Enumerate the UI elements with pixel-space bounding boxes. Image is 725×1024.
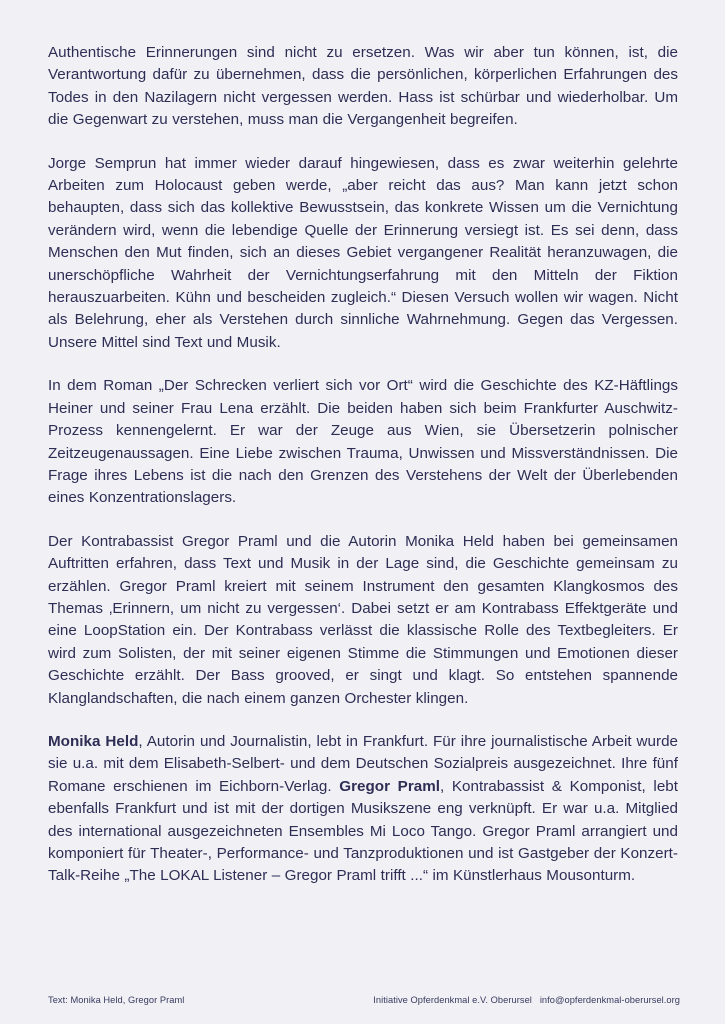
paragraph-authentische-erinnerungen: Authentische Erinnerungen sind nicht zu ersetzen. Was wir aber tun können, ist, die Verantwortung dafür zu übernehmen, dass die persönlichen, körperlichen Erfahrungen des Todes in den Nazilagern nicht vergessen werden. Hass ist schürbar und wiederholbar. Um die Gegenwart zu verstehen, muss man die Vergangenheit begreifen. bbox=[48, 44, 678, 129]
bio-name-monika-held: Monika Held bbox=[48, 732, 139, 750]
bio-text-gregor-praml: , Kontrabassist & Komponist, lebt ebenfalls Frankfurt und ist mit der dortigen Musikszene eng verknüpft. Er war u.a. Mitglied des international ausgezeichneten Ensembles Mi Loco Tango. Gregor Praml arrangiert und komponiert für Theater-, Performance- und Tanzproduktionen und ist Gastgeber der Konzert-Talk-Reihe „The LOKAL Listener – Gregor Praml trifft ...“ im Künstlerhaus Mousonturm. bbox=[48, 777, 678, 885]
bio-name-gregor-praml: Gregor Praml bbox=[339, 777, 440, 795]
bio-text-monika-held: , Autorin und Journalistin, lebt in Frankfurt. Für ihre journalistische Arbeit wurde sie u.a. mit dem Elisabeth-Selbert- und dem Deutschen Sozialpreis ausgezeichnet. Ihre fünf Romane erschienen im Eichborn-Verlag. bbox=[48, 732, 678, 795]
paragraph-kontrabassist-gregor-praml: Der Kontrabassist Gregor Praml und die Autorin Monika Held haben bei gemeinsamen Auftritten erfahren, dass Text und Musik in der Lage sind, die Geschichte gemeinsam zu erzählen. Gregor Praml kreiert mit seinem Instrument den gesamten Klangkosmos des Themas ‚Erinnern, um nicht zu vergessen‘. Dabei setzt er am Kontrabass Effektgeräte und eine LoopStation ein. Der Kontrabass verlässt die klassische Rolle des Textbegleiters. Er wird zum Solisten, der mit seiner eigenen Stimme die Stimmungen und Emotionen dieser Geschichte erzählt. Der Bass grooved, er singt und klagt. So entstehen spannende Klanglandschaften, die nach einem ganzen Orchester klingen. bbox=[48, 532, 678, 707]
page-footer bbox=[48, 994, 680, 1007]
footer-credit: Text: Monika Held, Gregor Praml bbox=[48, 995, 185, 1005]
paragraph-jorge-semprun: Jorge Semprun hat immer wieder darauf hingewiesen, dass es zwar weiterhin gelehrte Arbeiten zum Holocaust geben werde, „aber reicht das aus? Man kann jetzt schon behaupten, dass sich das kollektive Bewusstsein, das konkrete Wissen um die Vernichtung verändern wird, wenn die lebendige Quelle der Erinnerung versiegt ist. Es sei denn, dass Menschen den Mut finden, sich an dieses Gebiet vergangener Realität heranzuwagen, die unerschöpfliche Wahrheit der Vernichtungserfahrung mit den Mitteln der Fiktion herauszuarbeiten. Kühn und bescheiden zugleich.“ Diesen Versuch wollen wir wagen. Nicht als Belehrung, eher als Verstehen durch sinnliche Wahrnehmung. Gegen das Vergessen. Unsere Mittel sind Text und Musik. bbox=[48, 154, 678, 351]
document-body bbox=[48, 42, 678, 888]
paragraph-biografien bbox=[48, 731, 678, 888]
paragraph-roman-der-schrecken: In dem Roman „Der Schrecken verliert sich vor Ort“ wird die Geschichte des KZ-Häftlings Heiner und seiner Frau Lena erzählt. Die beiden haben sich beim Frankfurter Auschwitz-Prozess kennengelernt. Er war der Zeuge aus Wien, sie Übersetzerin polnischer Zeitzeugenaussagen. Eine Liebe zwischen Trauma, Unwissen und Missverständnissen. Die Frage ihres Lebens ist die nach den Grenzen des Verstehens der Welt der Überlebenden eines Konzentrationslagers. bbox=[48, 377, 678, 507]
footer-organization: Initiative Opferdenkmal e.V. Oberursel info@opferdenkmal-oberursel.org bbox=[373, 995, 680, 1005]
